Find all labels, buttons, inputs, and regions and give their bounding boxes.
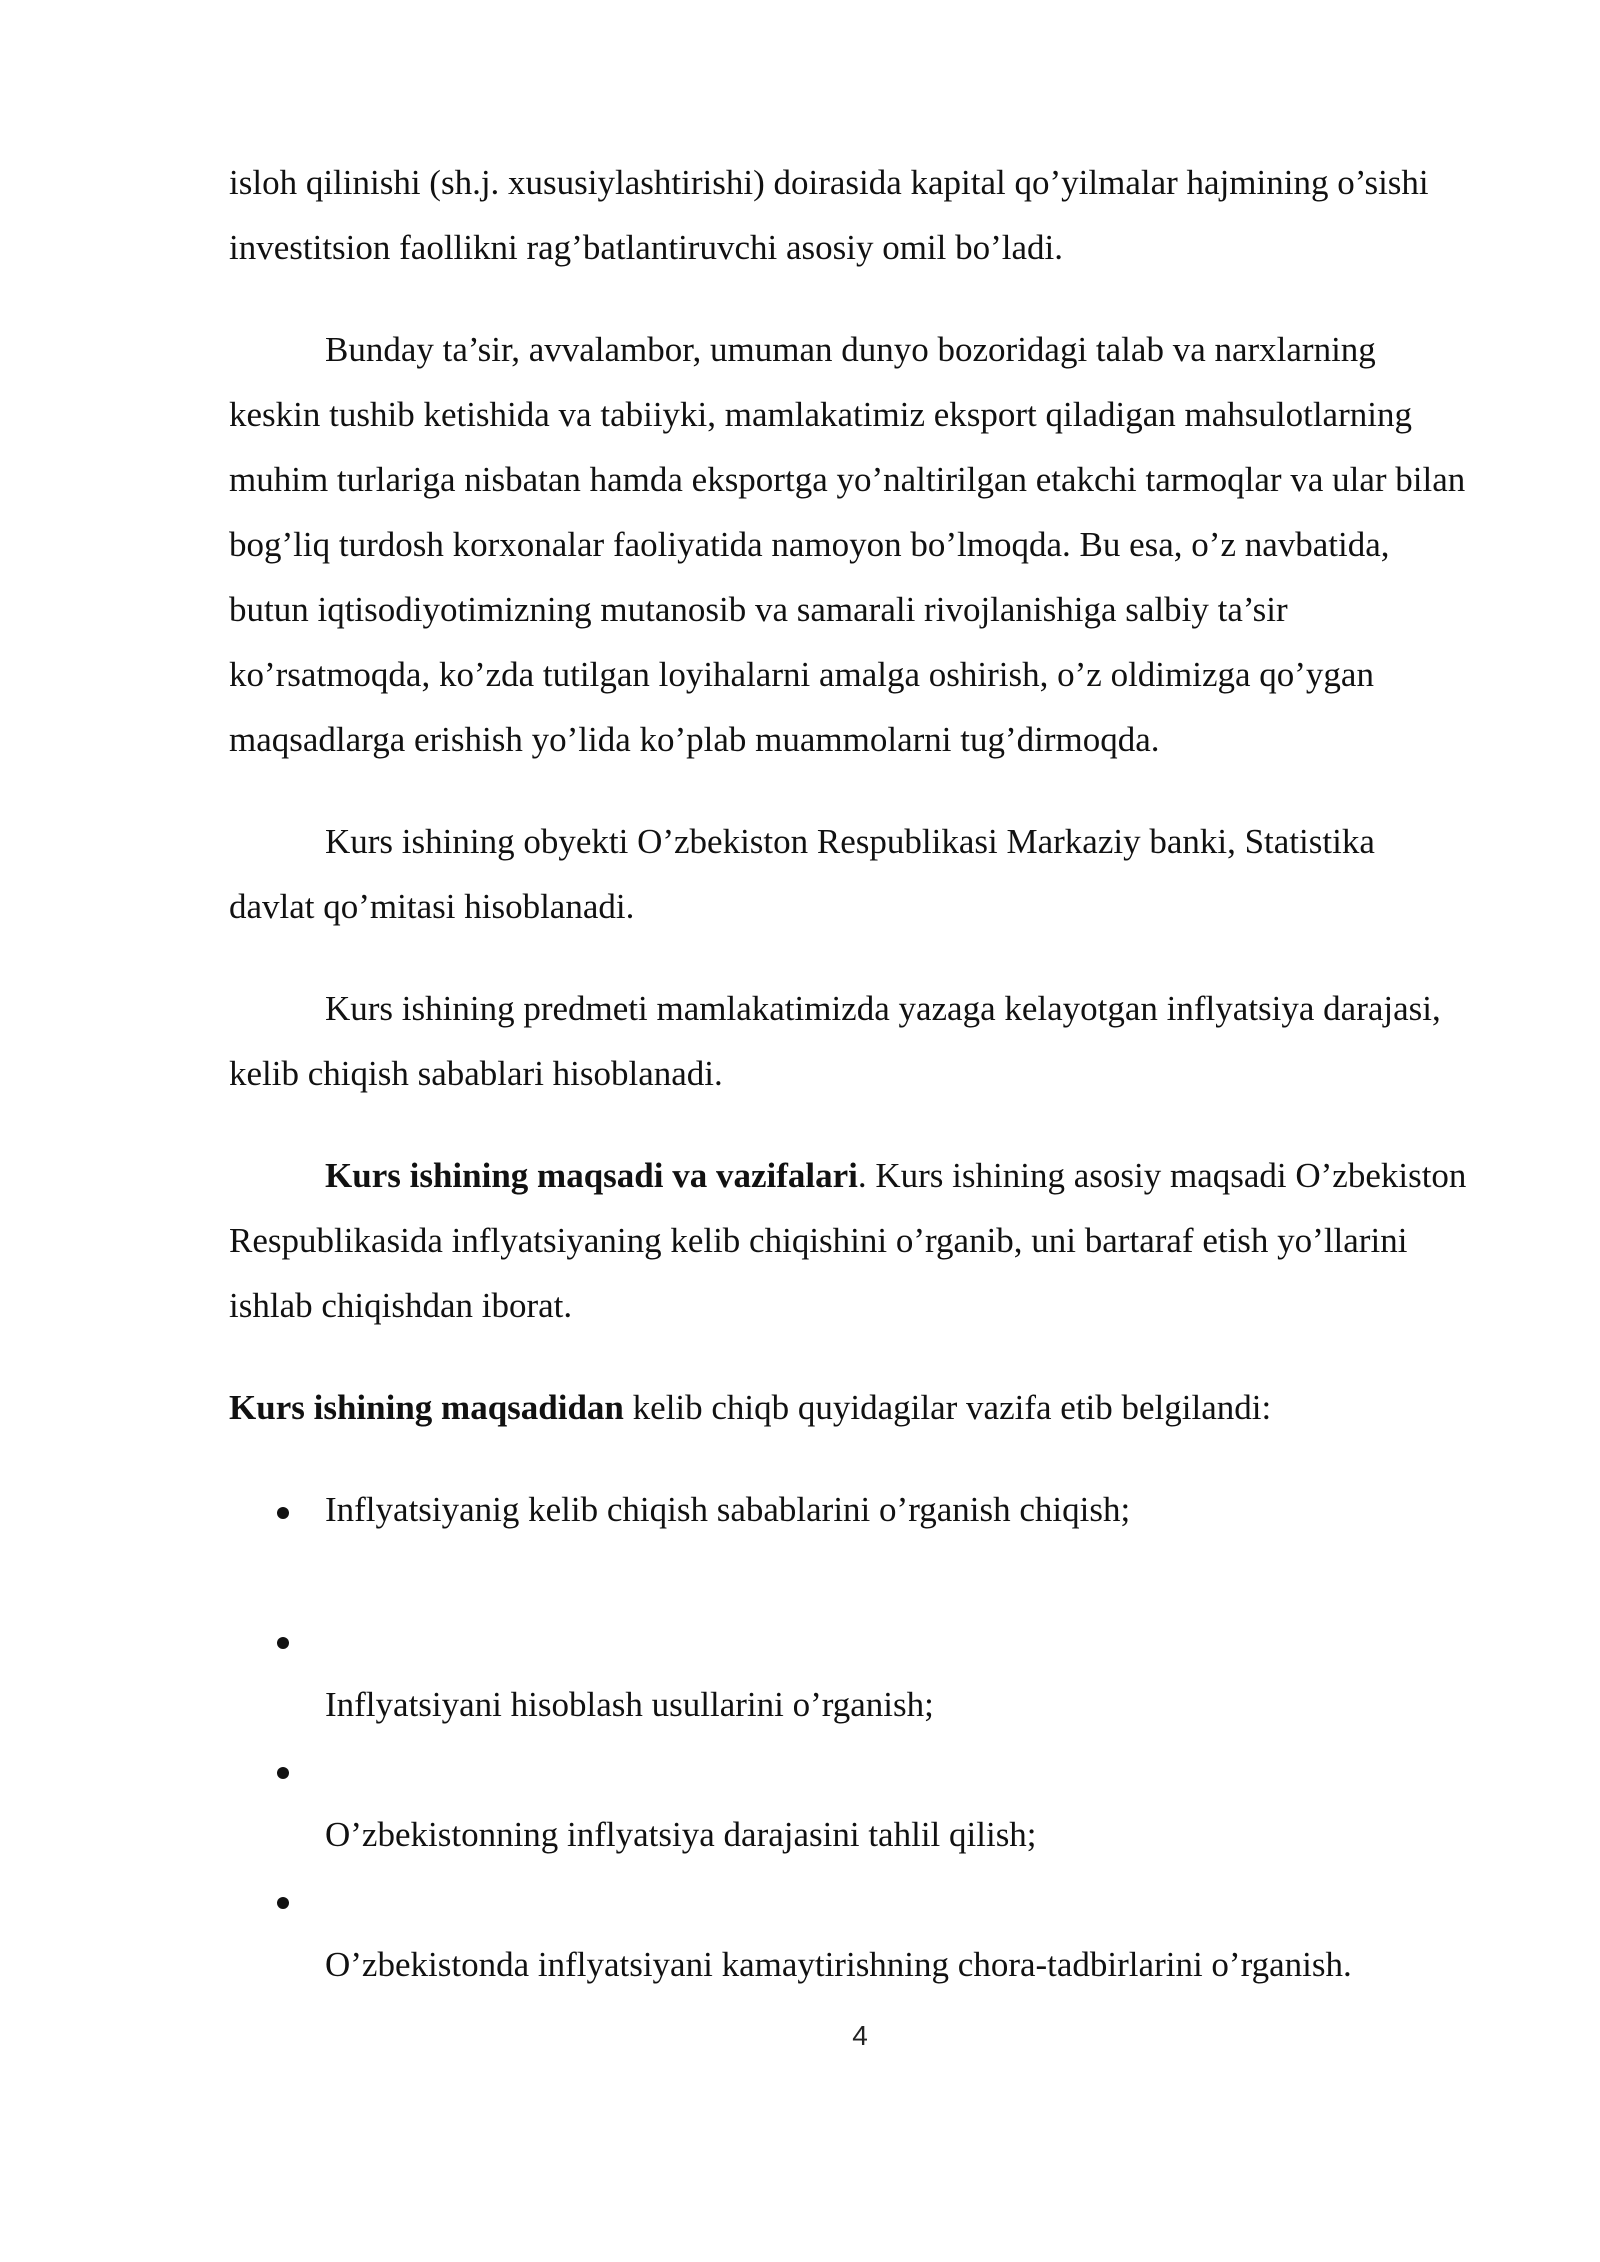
list-item (229, 1477, 1469, 1542)
goal-text: . Kurs ishining asosiy maqsadi O’zbekiston Respublikasida inflyatsiyaning kelib chiqishini o’rganib, uni bartaraf etish yo’llarini ishlab chiqishdan iborat. (229, 1156, 1467, 1325)
goal-heading: Kurs ishining maqsadi va vazifalari (325, 1156, 858, 1195)
bullet-icon (277, 1767, 289, 1779)
list-item (229, 1607, 1469, 1737)
paragraph-continuation: isloh qilinishi (sh.j. xususiylashtirishi) doirasida kapital qo’yilmalar hajmining o’sishi investitsion faollikni rag’batlantiruvchi asosiy omil bo’ladi. (229, 163, 1429, 267)
page-number: 4 (852, 2020, 868, 2051)
bullet-icon (277, 1637, 289, 1649)
tasks-list (229, 1477, 1469, 1997)
paragraph-object: Kurs ishining obyekti O’zbekiston Respublikasi Markaziy banki, Statistika davlat qo’mitasi hisoblanadi. (229, 822, 1375, 926)
page-body (229, 150, 1469, 1997)
list-item-text: Inflyatsiyanig kelib chiqish sabablarini o’rganish chiqish; (325, 1490, 1131, 1529)
list-item (229, 1737, 1469, 1867)
paragraph-goal (229, 1143, 1469, 1338)
paragraph-tasks-intro (229, 1375, 1469, 1440)
list-item-text: O’zbekistonning inflyatsiya darajasini tahlil qilish; (325, 1815, 1037, 1854)
bullet-icon (277, 1507, 289, 1519)
tasks-intro-text: kelib chiqb quyidagilar vazifa etib belgilandi: (623, 1388, 1272, 1427)
list-item (229, 1867, 1469, 1997)
list-item-text: O’zbekistonda inflyatsiyani kamaytirishning chora-tadbirlarini o’rganish. (325, 1945, 1352, 1984)
paragraph-impact: Bunday ta’sir, avvalambor, umuman dunyo bozoridagi talab va narxlarning keskin tushib ketishida va tabiiyki, mamlakatimiz eksport qiladigan mahsulotlarning muhim turlariga nisbatan hamda eksportga yo’naltirilgan etakchi tarmoqlar va ular bilan bog’liq turdosh korxonalar faoliyatida namoyon bo’lmoqda. Bu esa, o’z navbatida, butun iqtisodiyotimizning mutanosib va samarali rivojlanishiga salbiy ta’sir ko’rsatmoqda, ko’zda tutilgan loyihalarni amalga oshirish, o’z oldimizga qo’ygan maqsadlarga erishish yo’lida ko’plab muammolarni tug’dirmoqda. (229, 330, 1466, 759)
list-item-text: Inflyatsiyani hisoblash usullarini o’rganish; (325, 1685, 934, 1724)
bullet-icon (277, 1897, 289, 1909)
tasks-heading: Kurs ishining maqsadidan (229, 1388, 624, 1427)
paragraph-subject: Kurs ishining predmeti mamlakatimizda yazaga kelayotgan inflyatsiya darajasi, kelib chiqish sabablari hisoblanadi. (229, 989, 1441, 1093)
